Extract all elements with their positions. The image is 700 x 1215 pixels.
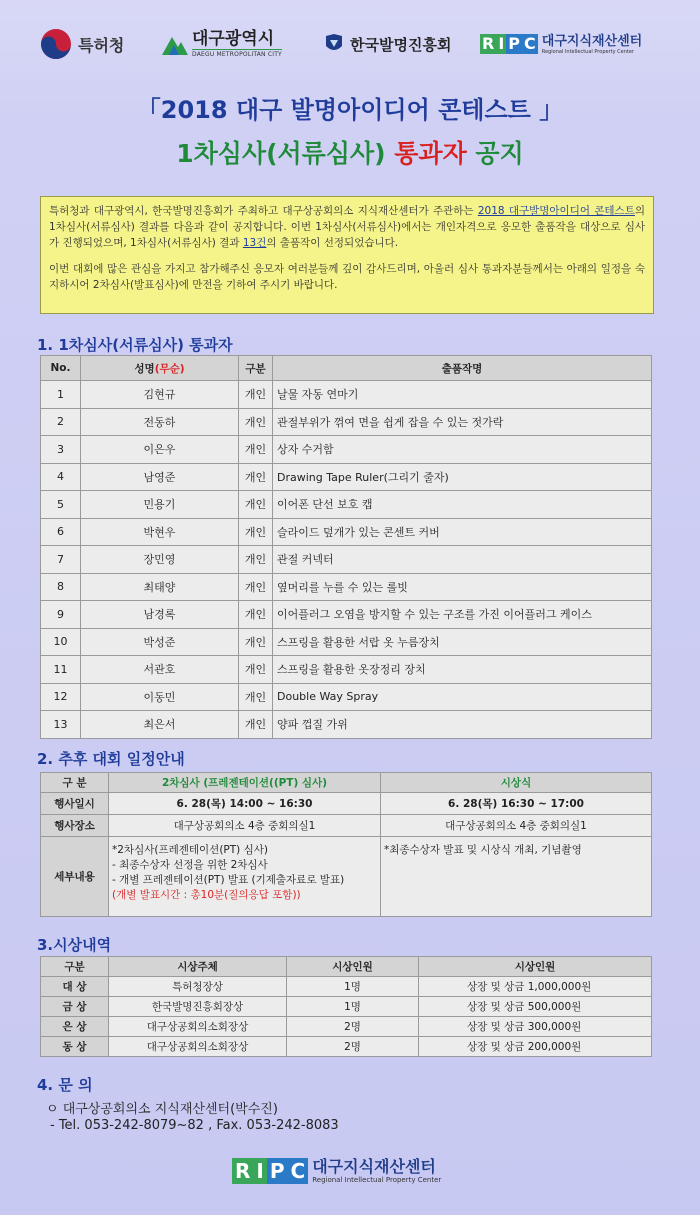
cell-title: 스프링을 활용한 서랍 옷 누름장치: [273, 628, 652, 656]
logo-bar: [0, 22, 700, 66]
cell-name: 박현우: [81, 518, 239, 546]
schedule-place-label: 행사장소: [41, 815, 109, 837]
daegu-name: 대구광역시: [192, 29, 275, 49]
cell-type: 개인: [239, 601, 273, 629]
passers-table: [40, 355, 652, 739]
cell-title: 관절부위가 꺾여 면을 쉽게 잡을 수 있는 젓가락: [273, 408, 652, 436]
cell-title: 양파 껍질 가위: [273, 711, 652, 739]
ripc-logo: [480, 22, 642, 66]
ripc-letter: R: [482, 34, 495, 53]
ripc-name-block: [542, 34, 642, 55]
cell-name: 이은우: [81, 436, 239, 464]
cell-type: 개인: [239, 518, 273, 546]
schedule-col-ceremony: 시상식: [381, 773, 652, 793]
header-no: No.: [41, 356, 81, 381]
ripc-letter: C: [524, 34, 536, 53]
detail-line: - 최종수상자 선정을 위한 2차심사: [112, 859, 268, 871]
schedule-table: [40, 772, 652, 917]
cell-prize: 상장 및 상금 500,000원: [419, 997, 652, 1017]
cell-type: 개인: [239, 546, 273, 574]
table-row: [41, 381, 652, 409]
ripc-letter: R: [232, 1158, 253, 1184]
contact-org: ㅇ 대구상공회의소 지식재산센터(박수진): [46, 1102, 278, 1117]
cell-type: 개인: [239, 381, 273, 409]
header-prize: 시상인원: [419, 957, 652, 977]
cell-host: 대구상공회의소회장상: [109, 1017, 287, 1037]
cell-host: 한국발명진흥회장상: [109, 997, 287, 1017]
cell-no: 12: [41, 683, 81, 711]
header-name-note: (무순): [154, 362, 185, 375]
cell-count: 2명: [287, 1017, 419, 1037]
cell-name: 남경록: [81, 601, 239, 629]
mountain-icon: [162, 31, 188, 57]
cell-no: 7: [41, 546, 81, 574]
table-row: [41, 793, 652, 815]
header-name: [81, 356, 239, 381]
subtitle-highlight: 통과자: [394, 139, 467, 168]
table-row: [41, 601, 652, 629]
schedule-detail-pt: [109, 837, 381, 917]
cell-type: 개인: [239, 573, 273, 601]
cell-count: 1명: [287, 977, 419, 997]
table-header-row: [41, 957, 652, 977]
table-row: [41, 837, 652, 917]
ripc-letter: I: [498, 34, 505, 53]
table-row: [41, 546, 652, 574]
notice-text: 특허청과 대구광역시, 한국발명진흥회가 주최하고 대구상공회의소 지식재산센터가 주관하는: [49, 205, 478, 217]
cell-name: 최태양: [81, 573, 239, 601]
schedule-place-ceremony: 대구상공회의소 4층 중회의실1: [381, 815, 652, 837]
cell-no: 10: [41, 628, 81, 656]
ripc-subtitle: Regional Intellectual Property Center: [541, 48, 634, 55]
kipa-name: 한국발명진흥회: [350, 35, 452, 54]
kipa-emblem-icon: [322, 32, 346, 56]
cell-name: 최은서: [81, 711, 239, 739]
cell-type: 개인: [239, 436, 273, 464]
cell-prize: 상장 및 상금 1,000,000원: [419, 977, 652, 997]
table-row: [41, 997, 652, 1017]
cell-name: 전동하: [81, 408, 239, 436]
table-row: [41, 628, 652, 656]
cell-name: 서관호: [81, 656, 239, 684]
cell-host: 특허청장상: [109, 977, 287, 997]
cell-no: 13: [41, 711, 81, 739]
kipo-logo: [40, 22, 124, 66]
table-row: [41, 711, 652, 739]
ripc-mark: [480, 34, 642, 55]
cell-award: 금 상: [41, 997, 109, 1017]
ripc-letters: [480, 34, 538, 54]
ripc-letters: [232, 1158, 308, 1184]
cell-no: 4: [41, 463, 81, 491]
cell-title: 옆머리를 누를 수 있는 롤빗: [273, 573, 652, 601]
daegu-name-block: [192, 30, 282, 58]
cell-title: Drawing Tape Ruler(그리기 줄자): [273, 463, 652, 491]
cell-award: 대 상: [41, 977, 109, 997]
kipa-logo: [322, 22, 451, 66]
schedule-col-pt: 2차심사 (프레젠테이션((PT) 심사): [109, 773, 381, 793]
cell-type: 개인: [239, 683, 273, 711]
table-row: [41, 977, 652, 997]
notice-text: 의 1차심사(서류심사) 결과를 다음과 같이 공지합니다. 이번 1차심사(서류심사)에서는 개인자격으로 응모한 출품작을 대상으로 심사가 진행되었으며, 1차심사(서류심사) 결과: [49, 205, 645, 249]
cell-type: 개인: [239, 628, 273, 656]
cell-title: 이어플러그 오염을 방지할 수 있는 구조를 가진 이어플러그 케이스: [273, 601, 652, 629]
cell-no: 2: [41, 408, 81, 436]
table-row: [41, 1017, 652, 1037]
section-title-schedule: 2. 추후 대회 일정안내: [37, 750, 185, 768]
header-award: 구분: [41, 957, 109, 977]
cell-title: 날물 자동 연마기: [273, 381, 652, 409]
table-row: [41, 573, 652, 601]
cell-type: 개인: [239, 408, 273, 436]
section-title-awards: 3.시상내역: [37, 936, 112, 954]
schedule-date-pt: 6. 28(목) 14:00 ~ 16:30: [109, 793, 381, 815]
cell-title: 관절 커넥터: [273, 546, 652, 574]
cell-no: 9: [41, 601, 81, 629]
notice-box: [40, 196, 654, 314]
schedule-detail-ceremony: *최종수상자 발표 및 시상식 개최, 기념촬영: [381, 837, 652, 917]
detail-line: *2차심사(프레젠테이션(PT) 심사): [112, 844, 268, 856]
daegu-subtitle: DAEGU METROPOLITAN CITY: [192, 51, 282, 58]
taegeuk-icon: [40, 28, 72, 60]
detail-line-highlight: (개별 발표시간 : 총10분(질의응답 포함)): [112, 889, 301, 901]
ripc-name: 대구지식재산센터: [312, 1157, 436, 1176]
header-name-text: 성명: [134, 362, 155, 375]
schedule-label-header: 구 분: [41, 773, 109, 793]
kipo-name: 특허청: [78, 35, 125, 55]
header-host: 시상주체: [109, 957, 287, 977]
cell-type: 개인: [239, 711, 273, 739]
section-title-contact: 4. 문 의: [37, 1076, 93, 1094]
cell-title: 슬라이드 덮개가 있는 콘센트 커버: [273, 518, 652, 546]
page-subtitle: [0, 134, 700, 170]
table-row: [41, 1037, 652, 1057]
cell-name: 이동민: [81, 683, 239, 711]
table-header-row: [41, 356, 652, 381]
cell-type: 개인: [239, 463, 273, 491]
cell-title: 상자 수거함: [273, 436, 652, 464]
table-row: [41, 491, 652, 519]
cell-no: 3: [41, 436, 81, 464]
ripc-letter: P: [267, 1158, 288, 1184]
cell-count: 2명: [287, 1037, 419, 1057]
table-row: [41, 518, 652, 546]
cell-title: 이어폰 단선 보호 캡: [273, 491, 652, 519]
cell-title: Double Way Spray: [273, 683, 652, 711]
cell-name: 김현규: [81, 381, 239, 409]
notice-text: 의 출품작이 선정되었습니다.: [266, 237, 399, 249]
awards-table: [40, 956, 652, 1057]
ripc-name-block: [312, 1158, 441, 1184]
table-row: [41, 656, 652, 684]
table-row: [41, 408, 652, 436]
cell-title: 스프링을 활용한 옷장정리 장치: [273, 656, 652, 684]
cell-count: 1명: [287, 997, 419, 1017]
cell-name: 남영준: [81, 463, 239, 491]
schedule-date-label: 행사일시: [41, 793, 109, 815]
subtitle-part: 공지: [466, 139, 524, 168]
schedule-detail-label: 세부내용: [41, 837, 109, 917]
header-type: 구분: [239, 356, 273, 381]
selected-count: 13건: [242, 237, 267, 249]
contest-name-link: 2018 대구발명아이디어 콘테스트: [477, 205, 635, 217]
ripc-letter: C: [288, 1158, 309, 1184]
ripc-letter: P: [508, 34, 521, 53]
cell-award: 은 상: [41, 1017, 109, 1037]
cell-award: 동 상: [41, 1037, 109, 1057]
cell-host: 대구상공회의소회장상: [109, 1037, 287, 1057]
footer-ripc-logo: [232, 1158, 441, 1184]
cell-no: 6: [41, 518, 81, 546]
table-row: [41, 683, 652, 711]
cell-name: 장민영: [81, 546, 239, 574]
cell-no: 1: [41, 381, 81, 409]
ripc-letter: I: [253, 1158, 266, 1184]
cell-no: 5: [41, 491, 81, 519]
cell-name: 박성준: [81, 628, 239, 656]
table-row: [41, 815, 652, 837]
ripc-subtitle: Regional Intellectual Property Center: [312, 1176, 442, 1184]
cell-no: 11: [41, 656, 81, 684]
notice-paragraph: 이번 대회에 많은 관심을 가지고 참가해주신 응모자 여러분들께 깊이 감사드리며, 아울러 심사 통과자분들께서는 아래의 일정을 숙지하시어 2차심사(발표심사)에 만전을 기하여 주시기 바랍니다.: [49, 263, 645, 291]
cell-prize: 상장 및 상금 300,000원: [419, 1017, 652, 1037]
cell-no: 8: [41, 573, 81, 601]
table-row: [41, 436, 652, 464]
header-count: 시상인원: [287, 957, 419, 977]
header-title: 출품작명: [273, 356, 652, 381]
ripc-name: 대구지식재산센터: [541, 33, 643, 49]
cell-type: 개인: [239, 656, 273, 684]
detail-line: - 개별 프레젠테이션(PT) 발표 (기제출자료로 발표): [112, 874, 345, 886]
page-title: 「2018 대구 발명아이디어 콘테스트 」: [136, 96, 564, 124]
notice-paragraph: [49, 203, 645, 251]
daegu-logo: [162, 22, 282, 66]
cell-prize: 상장 및 상금 200,000원: [419, 1037, 652, 1057]
schedule-date-ceremony: 6. 28(목) 16:30 ~ 17:00: [381, 793, 652, 815]
table-row: [41, 463, 652, 491]
subtitle-part: 1차심사(서류심사): [176, 139, 395, 168]
cell-name: 민용기: [81, 491, 239, 519]
schedule-place-pt: 대구상공회의소 4층 중회의실1: [109, 815, 381, 837]
contact-phone: - Tel. 053-242-8079~82 , Fax. 053-242-8083: [50, 1118, 339, 1133]
section-title-passers: 1. 1차심사(서류심사) 통과자: [37, 336, 233, 354]
table-row: [41, 773, 652, 793]
cell-type: 개인: [239, 491, 273, 519]
